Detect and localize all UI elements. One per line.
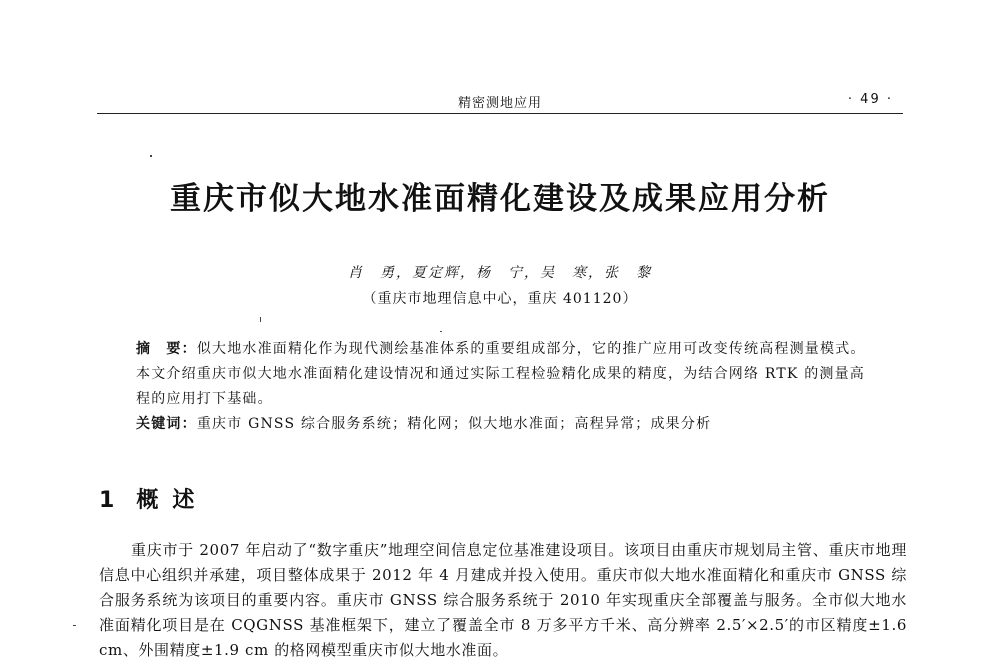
journal-section-title: 精密测地应用 [457,96,542,111]
paper-title: 重庆市似大地水准面精化建设及成果应用分析 [170,181,830,217]
abstract-text: 似大地水准面精化作为现代测绘基准体系的重要组成部分，它的推广应用可改变传统高程测量模式。本文介绍重庆市似大地水准面精化建设情况和通过实际工程检验精化成果的精度，为结合网络 RTK 的测量高程的应用打下基础。 [136,341,866,407]
abstract-label: 摘 要： [136,341,197,357]
scan-speck [440,331,442,332]
keywords-text: 重庆市 GNSS 综合服务系统；精化网；似大地水准面；高程异常；成果分析 [196,416,712,432]
section-number: 1 [99,488,115,513]
author-list: 肖 勇，夏定辉，杨 宁，吴 寒，张 黎 [348,265,652,281]
author-affiliation: （重庆市地理信息中心，重庆 401120） [362,291,638,307]
running-header [97,88,903,114]
scan-speck [260,317,261,322]
header-rule [97,113,903,114]
section-heading [99,483,208,514]
keywords-label: 关键词： [136,416,197,432]
keywords [136,412,876,437]
page-number: · 49 · [847,92,893,107]
scan-speck [150,155,152,157]
scan-speck [73,625,76,626]
abstract [136,337,876,412]
section-paragraph: 重庆市于 2007 年启动了“数字重庆”地理空间信息定位基准建设项目。该项目由重庆市规划局主管、重庆市地理信息中心组织并承建，项目整体成果于 2012 年 4 月建成并投入使用。重庆市似大地水准面精化和重庆市 GNSS 综合服务系统为该项目的重要内容。重庆市 GNSS 综合服务系统于 2010 年实现重庆全部覆盖与服务。全市似大地水准面精化项目是在 CQGNSS 基准框架下，建立了覆盖全市 8 万多平方千米、高分辨率 2.5′×2.5′的市区精度±1.6 cm、外围精度±1.9 cm 的格网模型重庆市似大地水准面。 [99,541,907,659]
section-title: 概述 [136,488,209,513]
